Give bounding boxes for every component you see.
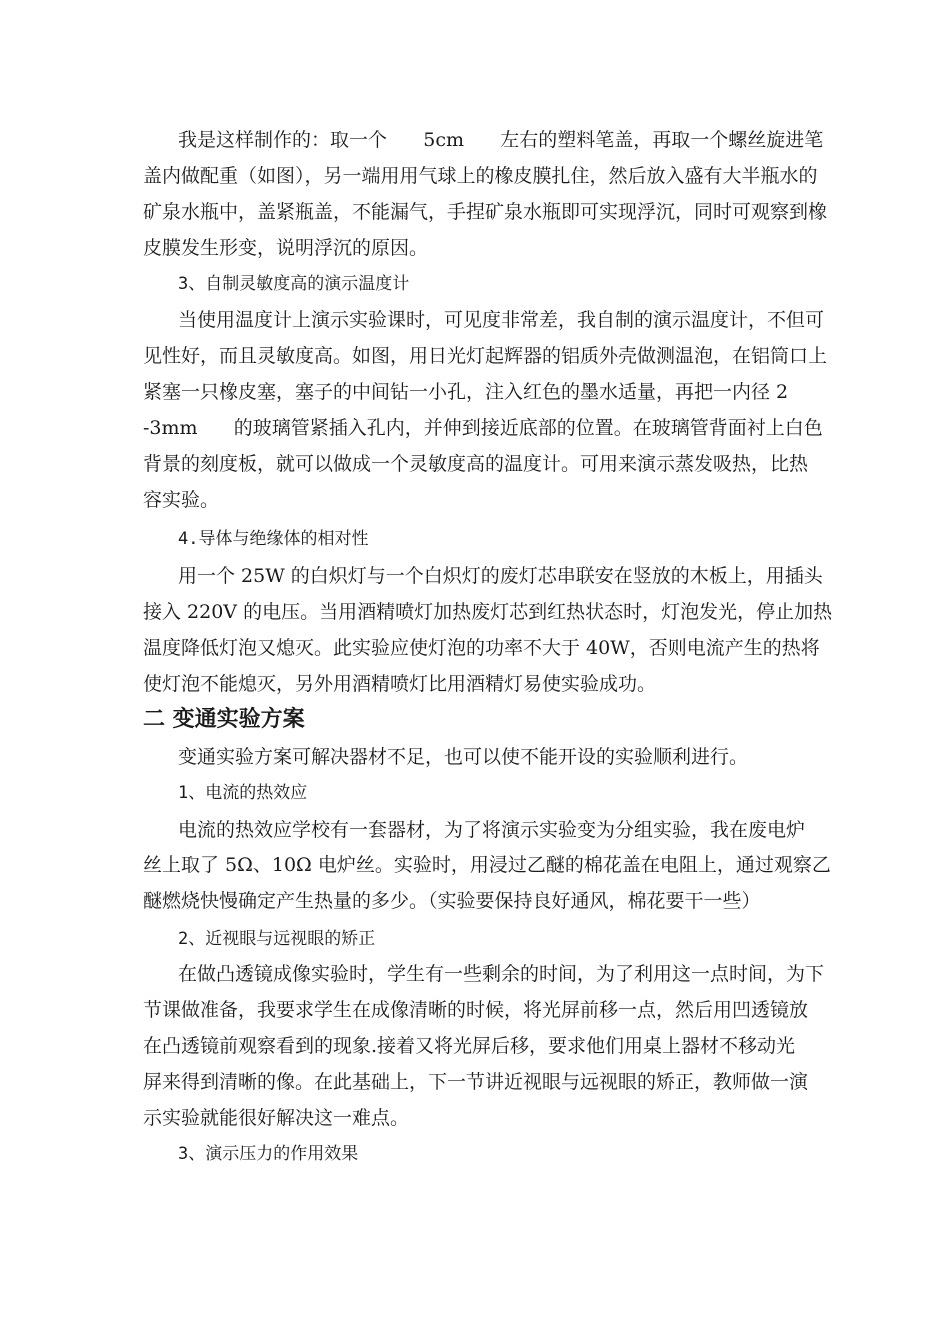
paragraph-line: 温度降低灯泡又熄灭。此实验应使灯泡的功率不大于 40W，否则电流产生的热将 [143, 637, 820, 659]
paragraph-line: 矿泉水瓶中，盖紧瓶盖，不能漏气，手捏矿泉水瓶即可实现浮沉，同时可观察到橡 [143, 201, 828, 223]
paragraph-line: 节课做准备，我要求学生在成像清晰的时候，将光屏前移一点，然后用凹透镜放 [143, 999, 809, 1021]
paragraph-line: 变通实验方案可解决器材不足，也可以使不能开设的实验顺利进行。 [178, 746, 749, 768]
section-subheading: 1、电流的热效应 [178, 783, 308, 803]
paragraph-line: 盖内做配重（如图），另一端用用气球上的橡皮膜扎住，然后放入盛有大半瓶水的 [143, 165, 818, 187]
paragraph-line: 示实验就能很好解决这一难点。 [143, 1107, 410, 1129]
paragraph-line: 用一个 25W 的白炽灯与一个白炽灯的废灯芯串联安在竖放的木板上，用插头 [178, 565, 823, 587]
section-subheading: 3、演示压力的作用效果 [178, 1144, 359, 1164]
paragraph-line: -3mm 的玻璃管紧插入孔内，并伸到接近底部的位置。在玻璃管背面衬上白色 [143, 417, 823, 439]
paragraph-line: 皮膜发生形变，说明浮沉的原因。 [143, 237, 429, 259]
paragraph-line: 电流的热效应学校有一套器材，为了将演示实验变为分组实验，我在废电炉 [178, 819, 806, 841]
section-subheading: 4.导体与绝缘体的相对性 [178, 529, 369, 549]
paragraph-line: 在做凸透镜成像实验时，学生有一些剩余的时间，为了利用这一点时间，为下 [178, 963, 825, 985]
paragraph-line: 在凸透镜前观察看到的现象.接着又将光屏后移，要求他们用桌上器材不移动光 [143, 1035, 796, 1057]
paragraph-line: 使灯泡不能熄灭，另外用酒精喷灯比用酒精灯易使实验成功。 [143, 673, 657, 695]
section-subheading: 3、自制灵敏度高的演示温度计 [178, 274, 410, 294]
paragraph-line: 当使用温度计上演示实验课时，可见度非常差，我自制的演示温度计，不但可 [178, 309, 825, 331]
paragraph-line: 我是这样制作的：取一个 5cm 左右的塑料笔盖，再取一个螺丝旋进笔 [178, 129, 824, 151]
paragraph-line: 见性好，而且灵敏度高。如图，用日光灯起辉器的铝质外壳做测温泡，在铝筒口上 [143, 345, 828, 367]
paragraph-line: 接入 220V 的电压。当用酒精喷灯加热废灯芯到红热状态时，灯泡发光，停止加热 [143, 601, 833, 623]
paragraph-line: 丝上取了 5Ω、10Ω 电炉丝。实验时，用浸过乙醚的棉花盖在电阻上，通过观察乙 [143, 854, 831, 876]
paragraph-line: 醚燃烧快慢确定产生热量的多少。（实验要保持良好通风，棉花要干一些） [143, 890, 761, 912]
section-heading: 二 变通实验方案 [143, 707, 305, 732]
paragraph-line: 容实验。 [143, 489, 220, 511]
paragraph-line: 屏来得到清晰的像。在此基础上，下一节讲近视眼与远视眼的矫正，教师做一演 [143, 1071, 809, 1093]
paragraph-line: 紧塞一只橡皮塞，塞子的中间钻一小孔，注入红色的墨水适量，再把一内径 2 [143, 381, 789, 403]
paragraph-line: 背景的刻度板，就可以做成一个灵敏度高的温度计。可用来演示蒸发吸热，比热 [143, 453, 809, 475]
section-subheading: 2、近视眼与远视眼的矫正 [178, 929, 376, 949]
